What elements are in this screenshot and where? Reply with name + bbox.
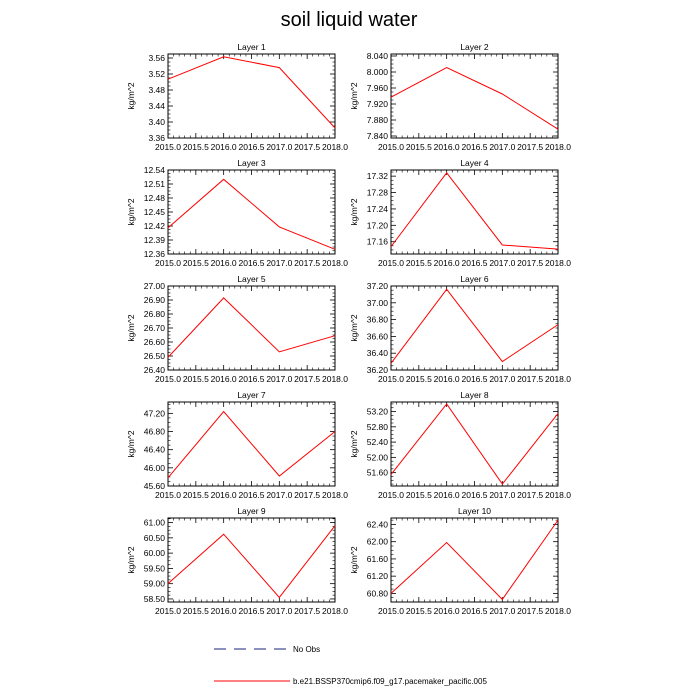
x-tick-label: 2015.5 (182, 374, 209, 384)
panel-title: Layer 2 (460, 42, 489, 52)
legend-label-run: b.e21.BSSP370cmip6.f09_g17.pacemaker_pacific.005 (293, 677, 487, 686)
y-axis-label: kg/m^2 (349, 198, 359, 226)
y-tick-label: 60.00 (143, 548, 165, 559)
y-axis-label: kg/m^2 (349, 314, 359, 342)
y-tick-label: 3.52 (148, 69, 165, 79)
y-tick-label: 17.32 (366, 171, 388, 182)
y-tick-label: 37.00 (366, 297, 388, 308)
x-tick-label: 2016.0 (433, 142, 460, 152)
x-tick-label: 2017.5 (517, 606, 544, 616)
x-tick-label: 2018.0 (545, 142, 571, 152)
x-tick-label: 2016.0 (210, 606, 237, 616)
y-tick-label: 62.40 (366, 519, 388, 530)
x-tick-label: 2015.0 (378, 258, 404, 268)
y-tick-label: 26.90 (143, 295, 165, 305)
legend-label-no-obs: No Obs (293, 645, 321, 654)
y-tick-label: 60.80 (366, 588, 388, 599)
y-tick-label: 17.28 (366, 187, 388, 198)
x-tick-label: 2015.0 (155, 490, 181, 500)
x-tick-label: 2015.5 (405, 258, 432, 268)
x-tick-label: 2017.5 (517, 490, 544, 500)
x-tick-label: 2015.5 (405, 142, 432, 152)
y-tick-label: 36.20 (366, 365, 388, 375)
y-tick-label: 3.44 (148, 101, 165, 111)
x-tick-label: 2015.5 (182, 142, 209, 152)
x-tick-label: 2018.0 (545, 374, 571, 384)
y-tick-label: 62.00 (366, 536, 388, 547)
y-tick-label: 52.00 (366, 452, 388, 463)
y-tick-label: 59.00 (143, 578, 165, 589)
figure-title: soil liquid water (280, 9, 418, 31)
x-tick-label: 2015.5 (405, 490, 432, 500)
x-tick-label: 2017.5 (517, 374, 544, 384)
x-tick-label: 2016.5 (461, 142, 488, 152)
x-tick-label: 2016.0 (433, 490, 460, 500)
x-tick-label: 2016.0 (433, 606, 460, 616)
x-tick-label: 2018.0 (322, 258, 348, 268)
x-tick-label: 2015.0 (378, 490, 404, 500)
y-tick-label: 8.040 (366, 51, 388, 61)
x-tick-label: 2018.0 (545, 490, 571, 500)
panel-title: Layer 6 (460, 274, 489, 284)
x-tick-label: 2017.5 (517, 258, 544, 268)
x-tick-label: 2015.0 (378, 606, 404, 616)
y-tick-label: 36.40 (366, 348, 388, 359)
y-tick-label: 36.80 (366, 314, 388, 325)
y-tick-label: 17.20 (366, 220, 388, 231)
y-tick-label: 52.40 (366, 437, 388, 448)
x-tick-label: 2016.5 (238, 606, 265, 616)
x-tick-label: 2016.5 (238, 258, 265, 268)
y-tick-label: 17.24 (366, 203, 388, 214)
y-tick-label: 59.50 (143, 563, 165, 574)
x-tick-label: 2018.0 (545, 258, 571, 268)
x-tick-label: 2015.5 (182, 490, 209, 500)
y-tick-label: 26.60 (143, 337, 165, 347)
y-tick-label: 47.20 (143, 408, 165, 419)
x-tick-label: 2016.5 (238, 490, 265, 500)
y-tick-label: 46.00 (143, 462, 165, 473)
y-tick-label: 12.48 (143, 193, 165, 203)
x-tick-label: 2016.5 (238, 374, 265, 384)
x-tick-label: 2016.0 (210, 374, 237, 384)
y-tick-label: 26.80 (143, 309, 165, 319)
y-axis-label: kg/m^2 (349, 546, 359, 574)
x-tick-label: 2018.0 (322, 490, 348, 500)
x-tick-label: 2016.5 (461, 258, 488, 268)
y-tick-label: 26.50 (143, 351, 165, 361)
x-tick-label: 2017.0 (489, 374, 516, 384)
x-tick-label: 2016.0 (433, 374, 460, 384)
y-axis-label: kg/m^2 (126, 314, 136, 342)
x-tick-label: 2016.5 (461, 374, 488, 384)
y-axis-label: kg/m^2 (349, 82, 359, 110)
x-tick-label: 2015.0 (155, 374, 181, 384)
y-axis-label: kg/m^2 (126, 82, 136, 110)
y-tick-label: 60.50 (143, 532, 165, 543)
y-tick-label: 3.40 (148, 117, 165, 127)
y-axis-label: kg/m^2 (126, 198, 136, 226)
x-tick-label: 2017.0 (266, 374, 293, 384)
x-tick-label: 2016.5 (461, 490, 488, 500)
panel-title: Layer 4 (460, 158, 489, 168)
y-tick-label: 27.00 (143, 281, 165, 291)
y-tick-label: 26.70 (143, 323, 165, 333)
x-tick-label: 2017.0 (266, 142, 293, 152)
y-axis-label: kg/m^2 (349, 430, 359, 458)
x-tick-label: 2017.0 (489, 258, 516, 268)
x-tick-label: 2015.0 (155, 258, 181, 268)
y-tick-label: 12.42 (143, 221, 165, 231)
y-tick-label: 52.80 (366, 421, 388, 432)
y-axis-label: kg/m^2 (126, 546, 136, 574)
y-tick-label: 7.880 (366, 115, 388, 125)
y-tick-label: 7.960 (366, 83, 388, 93)
y-tick-label: 7.920 (366, 99, 388, 109)
y-tick-label: 61.20 (366, 571, 388, 582)
x-tick-label: 2017.5 (294, 606, 321, 616)
panel-title: Layer 9 (237, 506, 266, 516)
x-tick-label: 2018.0 (322, 374, 348, 384)
x-tick-label: 2015.5 (182, 258, 209, 268)
x-tick-label: 2015.0 (155, 606, 181, 616)
y-tick-label: 12.36 (143, 249, 165, 259)
y-tick-label: 3.36 (148, 133, 165, 143)
y-tick-label: 46.40 (143, 444, 165, 455)
x-tick-label: 2017.5 (294, 374, 321, 384)
x-tick-label: 2015.5 (405, 606, 432, 616)
x-tick-label: 2016.5 (238, 142, 265, 152)
y-tick-label: 3.56 (148, 53, 165, 63)
y-tick-label: 61.00 (143, 517, 165, 528)
y-tick-label: 37.20 (366, 281, 388, 291)
x-tick-label: 2017.0 (266, 490, 293, 500)
panel-title: Layer 5 (237, 274, 266, 284)
x-tick-label: 2018.0 (545, 606, 571, 616)
panel-title: Layer 8 (460, 390, 489, 400)
x-tick-label: 2015.5 (405, 374, 432, 384)
x-tick-label: 2016.5 (461, 606, 488, 616)
x-tick-label: 2016.0 (210, 142, 237, 152)
y-tick-label: 17.16 (366, 236, 388, 247)
y-tick-label: 46.80 (143, 426, 165, 437)
panel-title: Layer 1 (237, 42, 266, 52)
y-tick-label: 8.000 (366, 67, 388, 77)
x-tick-label: 2017.5 (294, 258, 321, 268)
y-tick-label: 26.40 (143, 365, 165, 375)
x-tick-label: 2017.0 (489, 490, 516, 500)
y-tick-label: 61.60 (366, 553, 388, 564)
y-tick-label: 36.60 (366, 331, 388, 342)
x-tick-label: 2017.5 (294, 490, 321, 500)
y-tick-label: 7.840 (366, 131, 388, 141)
panel-title: Layer 3 (237, 158, 266, 168)
x-tick-label: 2015.0 (155, 142, 181, 152)
x-tick-label: 2015.0 (378, 374, 404, 384)
y-tick-label: 12.51 (143, 179, 165, 189)
y-axis-label: kg/m^2 (126, 430, 136, 458)
x-tick-label: 2016.0 (210, 490, 237, 500)
panel-title: Layer 7 (237, 390, 266, 400)
x-tick-label: 2015.0 (378, 142, 404, 152)
x-tick-label: 2017.0 (266, 258, 293, 268)
y-tick-label: 51.60 (366, 467, 388, 478)
x-tick-label: 2016.0 (433, 258, 460, 268)
panel-title: Layer 10 (457, 506, 492, 516)
x-tick-label: 2017.0 (489, 606, 516, 616)
x-tick-label: 2016.0 (210, 258, 237, 268)
y-tick-label: 53.20 (366, 406, 388, 417)
x-tick-label: 2017.5 (294, 142, 321, 152)
y-tick-label: 45.60 (143, 481, 165, 491)
x-tick-label: 2018.0 (322, 606, 348, 616)
y-tick-label: 12.39 (143, 235, 165, 245)
x-tick-label: 2017.0 (489, 142, 516, 152)
x-tick-label: 2015.5 (182, 606, 209, 616)
y-tick-label: 3.48 (148, 85, 165, 95)
x-tick-label: 2017.5 (517, 142, 544, 152)
x-tick-label: 2017.0 (266, 606, 293, 616)
y-tick-label: 12.45 (143, 207, 165, 217)
x-tick-label: 2018.0 (322, 142, 348, 152)
y-tick-label: 12.54 (143, 165, 165, 175)
y-tick-label: 58.50 (143, 593, 165, 604)
